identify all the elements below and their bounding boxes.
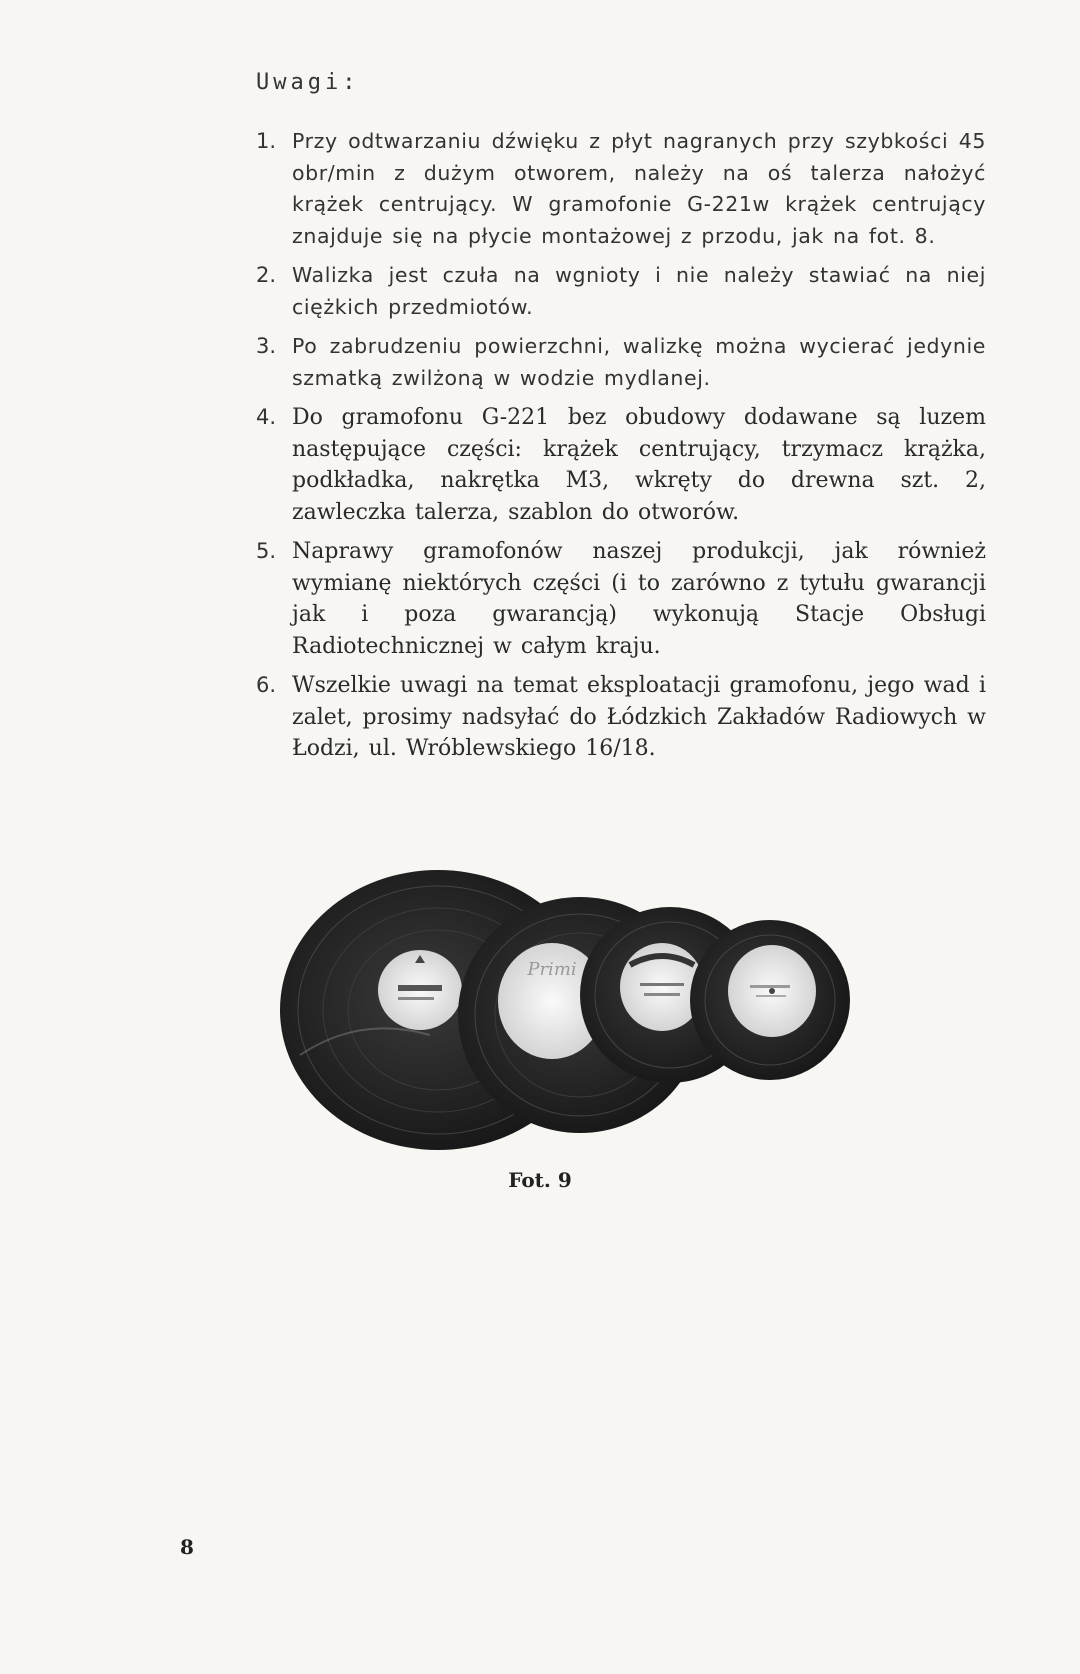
note-number: 1. xyxy=(256,129,277,153)
note-text: Do gramofonu G-221 bez obudowy dodawane są luzem następujące części: krążek centrujący, trzymacz krążka, podkładka, nakrętka M3, wkręty do drewna szt. 2, zawleczka talerza, szablon do otworów. xyxy=(292,405,986,525)
note-number: 6. xyxy=(256,673,277,697)
note-item xyxy=(256,402,986,528)
note-number: 4. xyxy=(256,405,277,429)
note-item xyxy=(256,331,986,394)
note-text: Walizka jest czuła na wgnioty i nie należy stawiać na niej ciężkich przedmiotów. xyxy=(292,263,986,319)
page-number: 8 xyxy=(180,1535,194,1559)
note-text: Wszelkie uwagi na temat eksploatacji gramofonu, jego wad i zalet, prosimy nadsyłać do Łódzkich Zakładów Radiowych w Łodzi, ul. Wróblewskiego 16/18. xyxy=(292,673,986,761)
notes-heading: Uwagi: xyxy=(256,70,360,95)
note-item xyxy=(256,126,986,252)
note-number: 5. xyxy=(256,539,277,563)
note-text: Po zabrudzeniu powierzchni, walizkę można wycierać jedynie szmatką zwilżoną w wodzie mydlanej. xyxy=(292,334,986,390)
record-smallest xyxy=(690,920,850,1080)
record-label-text: Primi xyxy=(527,959,577,980)
note-item xyxy=(256,536,986,662)
note-item xyxy=(256,260,986,323)
note-text: Przy odtwarzaniu dźwięku z płyt nagranych przy szybkości 45 obr/min z dużym otworem, należy na oś talerza nałożyć krążek centrujący. W gramofonie G-221w krążek centrujący znajduje się na płycie montażowej z przodu, jak na fot. 8. xyxy=(292,129,986,248)
records-photo xyxy=(280,865,880,1155)
figure-caption: Fot. 9 xyxy=(508,1168,572,1192)
notes-list xyxy=(256,126,986,773)
note-item xyxy=(256,670,986,765)
note-number: 2. xyxy=(256,263,277,287)
note-text: Naprawy gramofonów naszej produkcji, jak również wymianę niektórych części (i to zarówno z tytułu gwarancji jak i poza gwarancją) wykonują Stacje Obsługi Radiotechnicznej w całym kraju. xyxy=(292,539,986,659)
note-number: 3. xyxy=(256,334,277,358)
